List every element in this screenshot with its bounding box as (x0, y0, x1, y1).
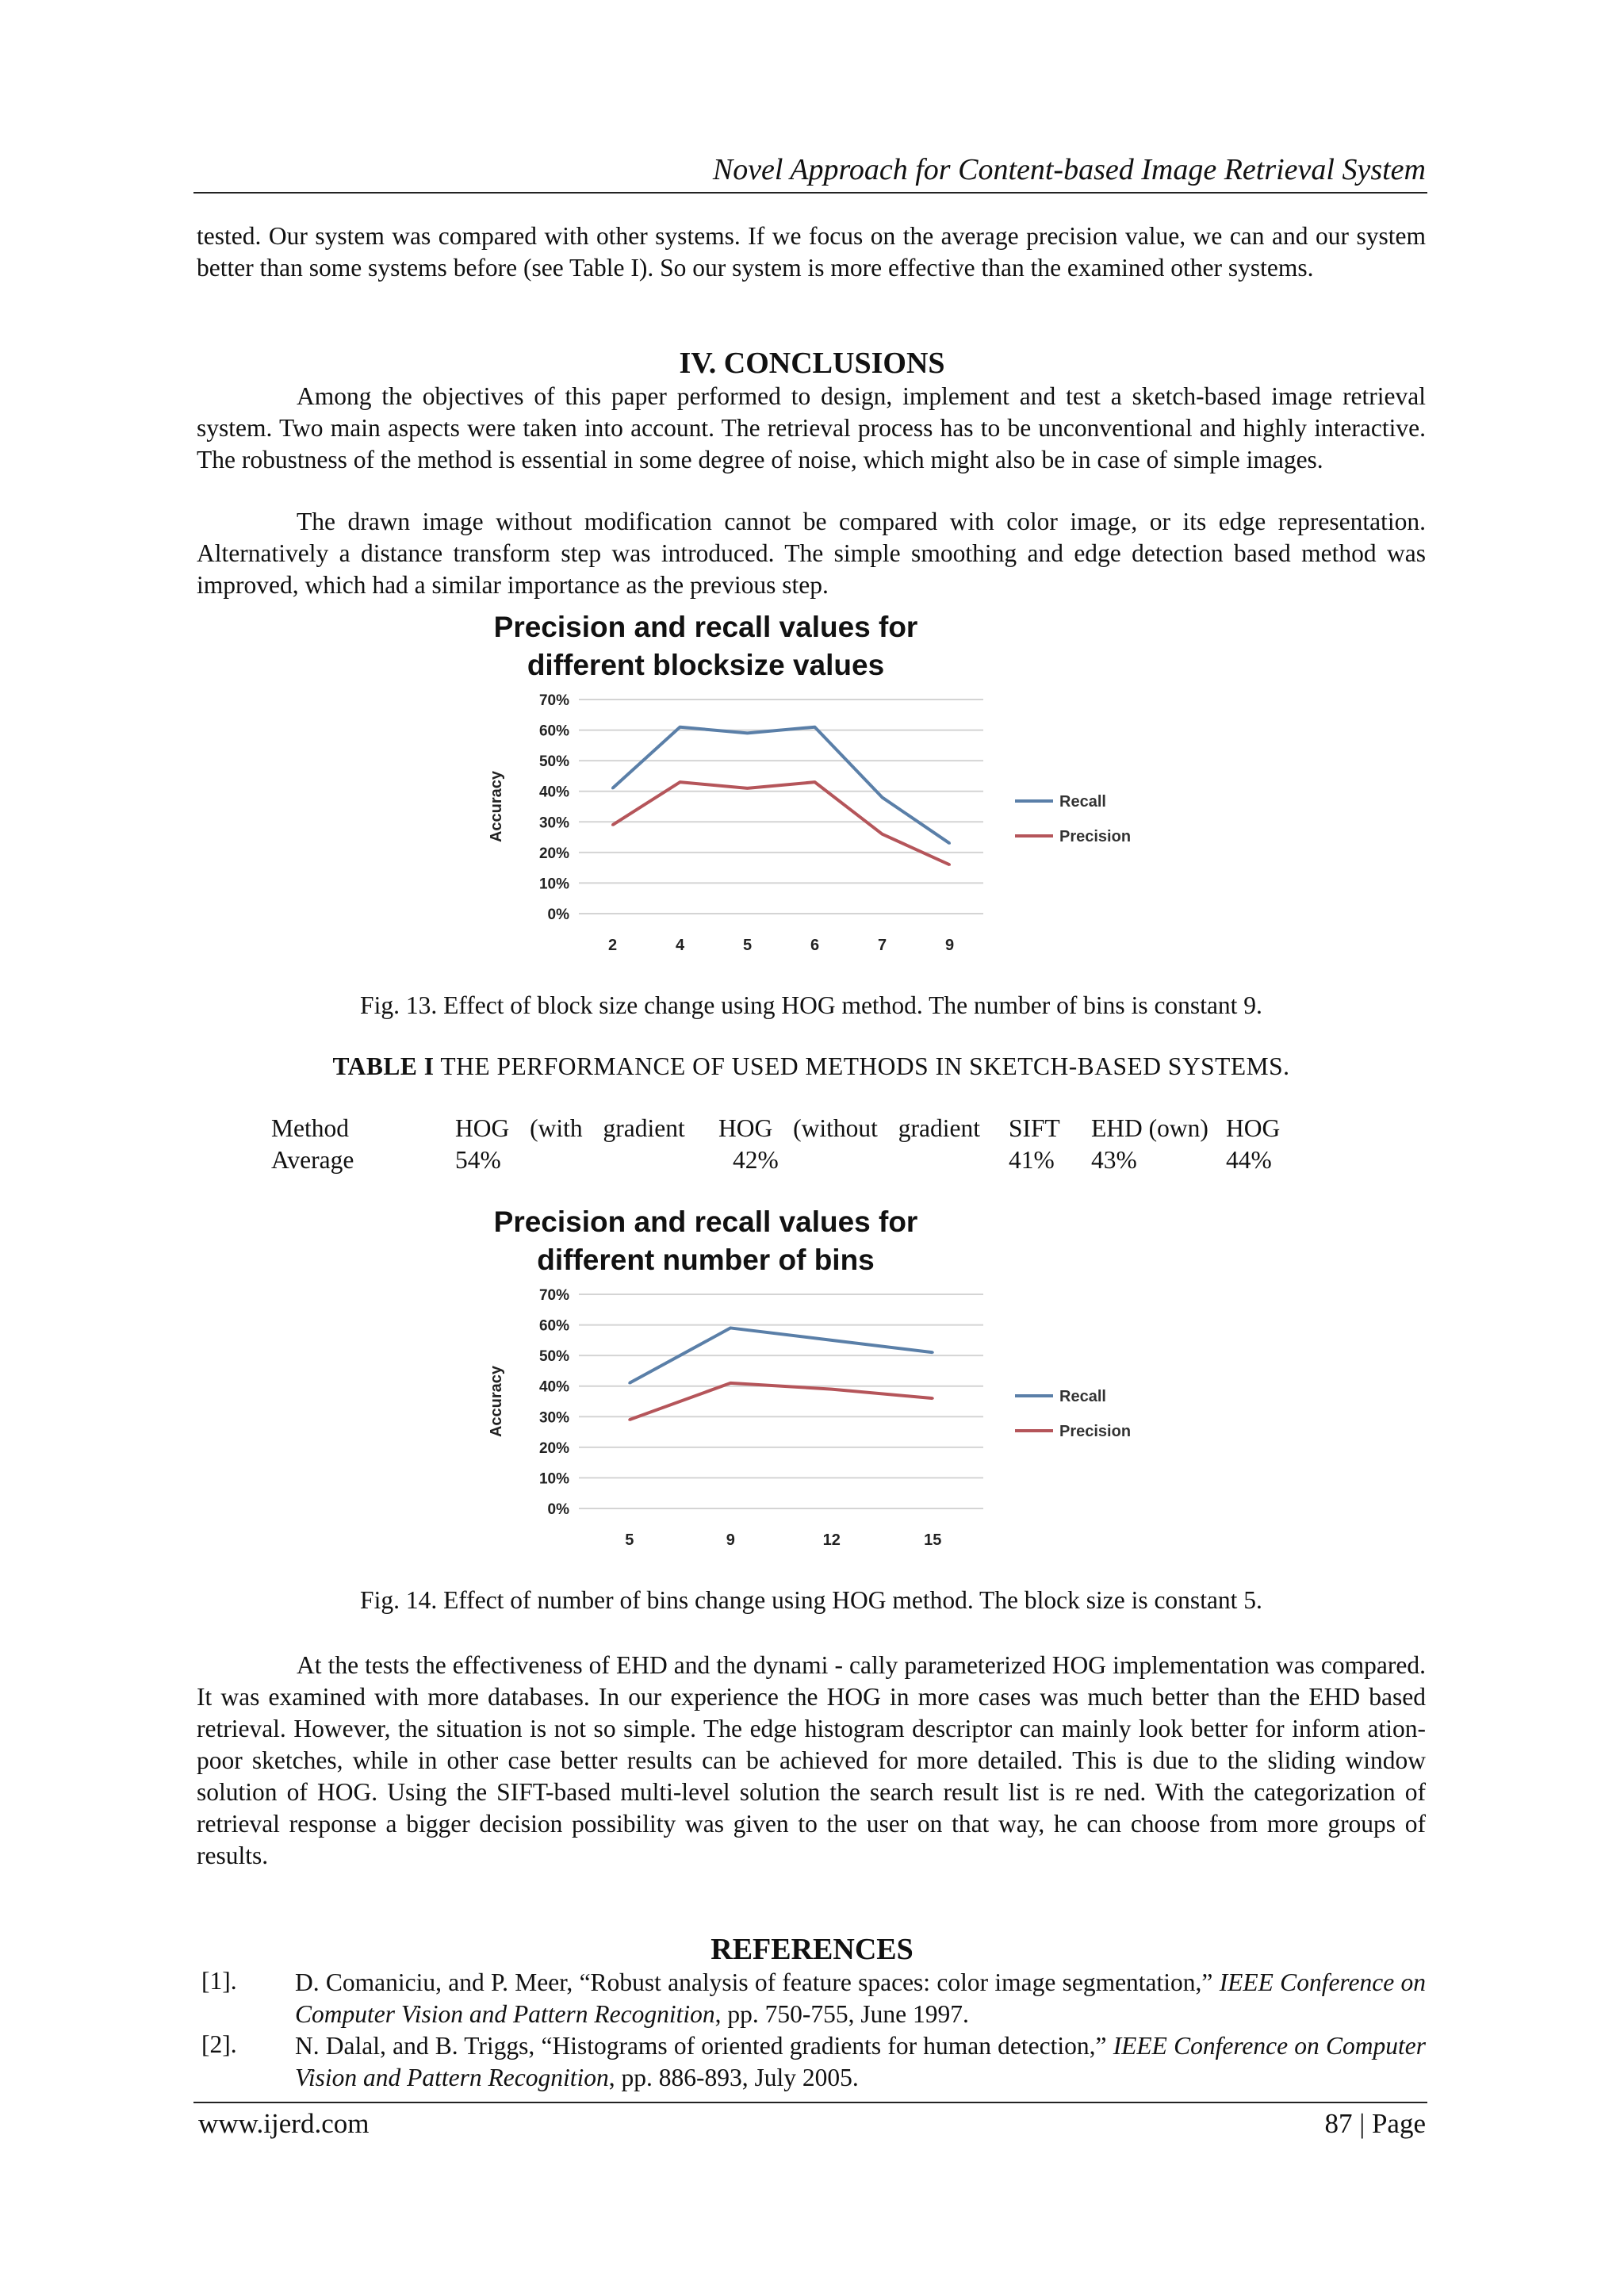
footer-rule (193, 2102, 1427, 2103)
table-header-ehd-own: EHD (own) (1091, 1114, 1208, 1142)
y-tick-label: 10% (538, 1470, 569, 1488)
x-tick-label: 5 (625, 1531, 634, 1549)
legend-label: Precision (1059, 1423, 1132, 1440)
y-tick-label: 40% (538, 1378, 569, 1396)
reference-2-number: [2]. (201, 2030, 237, 2058)
table-1-label: TABLE I (332, 1052, 435, 1080)
y-tick-label: 10% (538, 876, 569, 893)
footer-page-number: 87 | Page (1324, 2108, 1426, 2139)
running-title: Novel Approach for Content-based Image Retrieval System (712, 153, 1426, 186)
data-point (948, 842, 951, 845)
reference-2 (295, 2030, 1426, 2094)
data-point (730, 1382, 732, 1384)
table-cell-sift: 41% (1009, 1146, 1055, 1174)
reference-1-venue: IEEE Conference on Computer Vision and Pattern Recognition (295, 1968, 1426, 2028)
data-point (814, 781, 816, 784)
data-point (881, 833, 883, 835)
table-cell-hog-with: 54% (455, 1146, 501, 1174)
reference-1 (295, 1967, 1426, 2030)
data-point (932, 1397, 934, 1400)
y-tick-label: 0% (547, 907, 569, 923)
y-tick-label: 70% (538, 1287, 569, 1304)
chart-title-line-2: different number of bins (537, 1244, 875, 1276)
x-tick-label: 12 (822, 1531, 841, 1549)
chart-title-line-1: Precision and recall values for (493, 1205, 918, 1238)
footer-site[interactable]: www.ijerd.com (198, 2108, 370, 2139)
x-tick-label: 9 (944, 937, 955, 954)
chart-title-line-2: different blocksize values (527, 649, 885, 681)
data-point (746, 787, 749, 789)
y-tick-label: 60% (538, 1317, 569, 1335)
data-point (881, 796, 883, 799)
data-point (611, 824, 614, 826)
conclusions-paragraph-1: Among the objectives of this paper performed to design, implement and test a sketch-based image retrieval system. Two main aspects were taken into account. The retrieval process has to be unconventional and highly interactive. The robustness of the method is essential in some degree of noise, which might also be in case of simple images. (197, 382, 1426, 473)
legend-label: Precision (1059, 828, 1132, 845)
x-tick-label: 4 (675, 937, 685, 954)
header-rule (193, 192, 1427, 194)
data-point (679, 781, 681, 784)
y-tick-label: 20% (538, 1439, 569, 1457)
reference-2-tail: , pp. 886-893, July 2005. (608, 2064, 859, 2091)
table-cell-ehd: 43% (1091, 1146, 1137, 1174)
y-tick-label: 40% (538, 784, 569, 801)
y-tick-label: 30% (538, 1409, 569, 1427)
y-tick-label: 50% (538, 753, 569, 771)
legend-label: Recall (1059, 1388, 1106, 1405)
x-tick-label: 6 (810, 937, 820, 954)
table-header-method: Method (271, 1114, 349, 1142)
y-tick-label: 60% (538, 723, 569, 740)
table-header-hog: HOG (1226, 1114, 1281, 1142)
data-point (679, 726, 681, 728)
y-tick-label: 30% (538, 815, 569, 832)
references-heading: REFERENCES (710, 1933, 914, 1966)
reference-1-tail: , pp. 750-755, June 1997. (714, 2000, 969, 2028)
data-point (814, 726, 816, 728)
table-row-average-label: Average (271, 1146, 354, 1174)
x-tick-label: 5 (742, 937, 753, 954)
x-tick-label: 7 (877, 937, 887, 954)
reference-1-number: [1]. (201, 1967, 237, 1995)
data-point (830, 1339, 833, 1341)
x-tick-label: 15 (924, 1531, 942, 1549)
legend-label: Recall (1059, 793, 1106, 811)
intro-paragraph: tested. Our system was compared with other systems. If we focus on the average precision value, we can and our system better than some systems before (see Table I). So our system is more effective than the examined other systems. (197, 222, 1426, 282)
conclusions-heading: IV. CONCLUSIONS (679, 347, 945, 380)
conclusions-paragraph-2: The drawn image without modification cannot be compared with color image, or its edge representation. Alternatively a distance transform step was introduced. The simple smoothing and edge detection based method was improved, which had a similar importance as the previous step. (197, 508, 1426, 599)
table-header-hog-with-gradient: HOG (with gradient (455, 1114, 685, 1142)
data-point (611, 787, 614, 789)
data-point (746, 732, 749, 734)
reference-2-text: N. Dalal, and B. Triggs, “Histograms of oriented gradients for human detection,” (295, 2032, 1113, 2060)
figure-13-chart (476, 611, 1142, 983)
data-point (628, 1419, 630, 1421)
reference-2-venue: IEEE Conference on Computer Vision and Pattern Recognition (295, 2032, 1426, 2091)
data-point (932, 1351, 934, 1354)
x-tick-label: 2 (607, 937, 618, 954)
chart-title-line-1: Precision and recall values for (493, 611, 918, 643)
y-tick-label: 20% (538, 845, 569, 862)
reference-1-text: D. Comaniciu, and P. Meer, “Robust analysis of feature spaces: color image segmentation,” (295, 1968, 1220, 1996)
x-tick-label: 9 (726, 1531, 735, 1549)
table-1-title: THE PERFORMANCE OF USED METHODS IN SKETCH-BASED SYSTEMS. (434, 1052, 1290, 1080)
figure-14-caption: Fig. 14. Effect of number of bins change using HOG method. The block size is constant 5. (360, 1586, 1262, 1614)
table-header-hog-without-gradient: HOG (without gradient (718, 1114, 980, 1142)
chart-14-plot (476, 1285, 1142, 1586)
data-point (830, 1388, 833, 1390)
figure-14-chart (476, 1205, 1142, 1578)
series-line-precision (630, 1383, 933, 1420)
table-1 (0, 1114, 1624, 1194)
chart-13-plot (476, 690, 1142, 991)
y-tick-label: 70% (538, 692, 569, 709)
table-cell-hog-without: 42% (733, 1146, 779, 1174)
figure-13-caption: Fig. 13. Effect of block size change using HOG method. The number of bins is constant 9. (360, 991, 1262, 1019)
y-tick-label: 50% (538, 1348, 569, 1366)
data-point (628, 1382, 630, 1384)
data-point (948, 864, 951, 866)
body-paragraph: At the tests the effectiveness of EHD and the dynami - cally parameterized HOG implementation was compared. It was examined with more databases. In our experience the HOG in more cases was much better than the EHD based retrieval. However, the situation is not so simple. The edge histogram descriptor can mainly look better for inform ation- poor sketches, while in other case better results can be achieved for more detailed. This is due to the sliding window solution of HOG. Using the SIFT-based multi-level solution the search result list is re ned. With the categorization of retrieval response a bigger decision possibility was given to the user on that way, he can choose from more groups of results. (197, 1651, 1426, 1869)
y-tick-label: 0% (547, 1501, 569, 1518)
table-cell-hog: 44% (1226, 1146, 1272, 1174)
table-header-sift: SIFT (1009, 1114, 1060, 1142)
data-point (730, 1327, 732, 1329)
y-axis-label: Accuracy (488, 770, 505, 843)
y-axis-label: Accuracy (488, 1365, 505, 1438)
table-1-caption (197, 1052, 1426, 1081)
